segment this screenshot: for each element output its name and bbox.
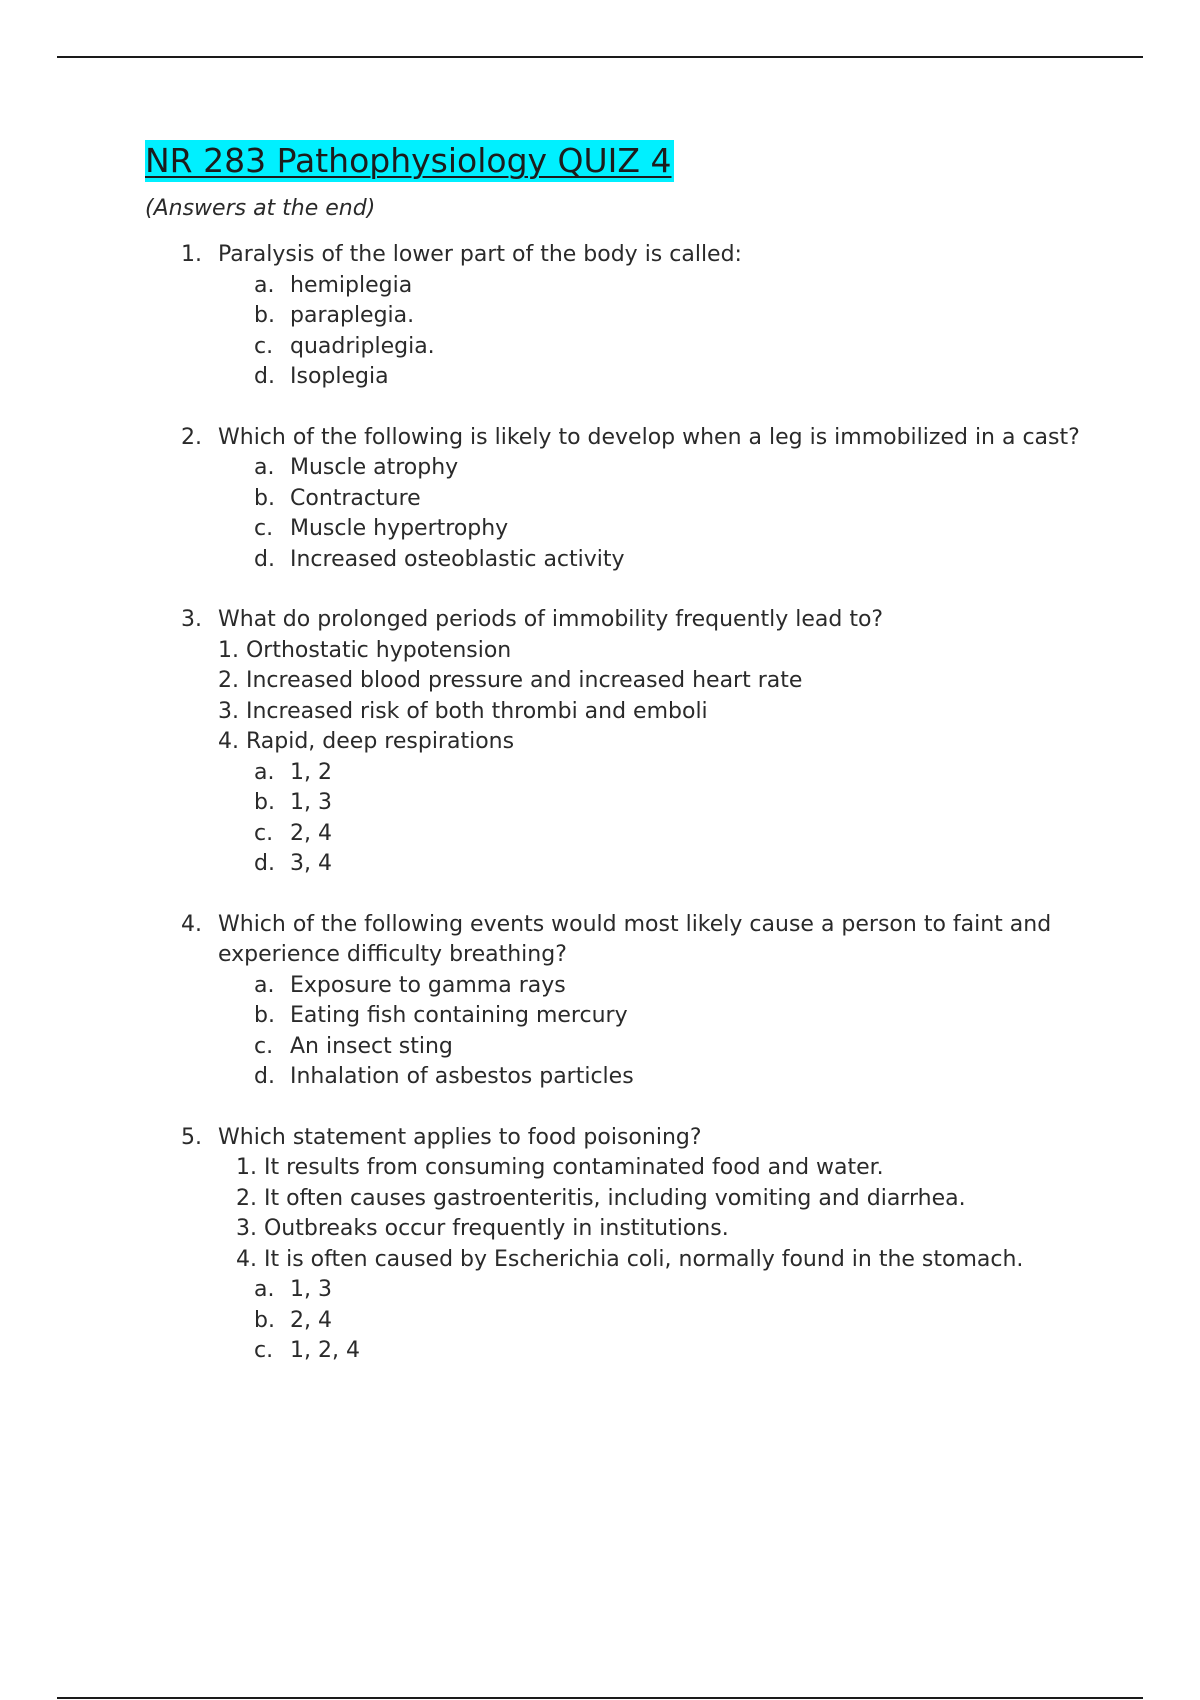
answer-option bbox=[254, 1275, 1085, 1306]
answer-option bbox=[254, 788, 1085, 819]
statement: 3. Increased risk of both thrombi and emboli bbox=[218, 698, 708, 724]
question-text: Which of the following events would most likely cause a person to faint and experience difficulty breathing? bbox=[218, 911, 1052, 967]
header-rule bbox=[57, 56, 1143, 58]
question-text: Paralysis of the lower part of the body is called: bbox=[218, 242, 742, 267]
question-3 bbox=[145, 605, 1085, 880]
option-letter: d. bbox=[254, 1064, 275, 1089]
answer-options bbox=[254, 971, 1085, 1093]
subtitle: (Answers at the end) bbox=[145, 196, 376, 221]
document-body bbox=[145, 140, 1085, 1367]
option-letter: c. bbox=[254, 1338, 274, 1363]
answer-option bbox=[254, 362, 1085, 393]
option-text: paraplegia. bbox=[290, 303, 415, 328]
footer-rule bbox=[57, 1697, 1143, 1699]
option-letter: a. bbox=[254, 455, 275, 480]
question-text: Which statement applies to food poisoning? bbox=[218, 1124, 702, 1150]
answer-options bbox=[254, 758, 1085, 880]
option-text: quadriplegia. bbox=[290, 333, 435, 359]
statement: 2. Increased blood pressure and increased heart rate bbox=[218, 668, 803, 693]
option-text: Inhalation of asbestos particles bbox=[290, 1064, 634, 1089]
question-number: 1. bbox=[181, 242, 202, 267]
answer-options bbox=[254, 271, 1085, 393]
answer-option bbox=[254, 484, 1085, 515]
option-text: Isoplegia bbox=[290, 364, 389, 389]
answer-option bbox=[254, 332, 1085, 363]
option-letter: b. bbox=[254, 790, 275, 815]
statement: 1. Orthostatic hypotension bbox=[218, 637, 512, 663]
option-text: 1, 3 bbox=[290, 1277, 332, 1302]
question-number: 4. bbox=[181, 911, 202, 937]
answer-option bbox=[254, 271, 1085, 302]
option-letter: b. bbox=[254, 1003, 275, 1028]
question-number: 3. bbox=[181, 607, 202, 632]
option-text: Increased osteoblastic activity bbox=[290, 546, 625, 572]
question-5 bbox=[145, 1123, 1085, 1367]
page-title: NR 283 Pathophysiology QUIZ 4 bbox=[145, 141, 672, 180]
answer-option bbox=[254, 1032, 1085, 1063]
option-text: 1, 2 bbox=[290, 759, 332, 785]
option-letter: c. bbox=[254, 516, 274, 541]
option-text: 3, 4 bbox=[290, 851, 332, 876]
statement: 1. It results from consuming contaminated food and water. bbox=[236, 1155, 884, 1180]
statement: 2. It often causes gastroenteritis, including vomiting and diarrhea. bbox=[236, 1185, 966, 1211]
answer-option bbox=[254, 301, 1085, 332]
answer-option bbox=[254, 1336, 1085, 1367]
option-text: 2, 4 bbox=[290, 1307, 332, 1333]
option-letter: d. bbox=[254, 546, 275, 572]
option-text: Contracture bbox=[290, 485, 421, 511]
option-text: Exposure to gamma rays bbox=[290, 972, 566, 998]
option-text: Eating fish containing mercury bbox=[290, 1003, 628, 1028]
answer-options bbox=[254, 453, 1085, 575]
option-letter: a. bbox=[254, 759, 275, 785]
statement: 3. Outbreaks occur frequently in institutions. bbox=[236, 1216, 729, 1241]
option-letter: b. bbox=[254, 1307, 275, 1333]
answer-option bbox=[254, 1001, 1085, 1032]
option-text: 2, 4 bbox=[290, 820, 332, 846]
statement-list bbox=[218, 636, 1085, 758]
answer-options bbox=[254, 1275, 1085, 1367]
option-letter: d. bbox=[254, 364, 275, 389]
option-letter: a. bbox=[254, 1277, 275, 1302]
statement-list bbox=[236, 1153, 1086, 1275]
answer-option bbox=[254, 819, 1085, 850]
statement: 4. Rapid, deep respirations bbox=[218, 729, 515, 754]
question-text: What do prolonged periods of immobility frequently lead to? bbox=[218, 607, 884, 632]
option-letter: b. bbox=[254, 303, 275, 328]
option-letter: d. bbox=[254, 851, 275, 876]
statement: 4. It is often caused by Escherichia coli, normally found in the stomach. bbox=[236, 1246, 1024, 1272]
question-text: Which of the following is likely to develop when a leg is immobilized in a cast? bbox=[218, 424, 1080, 450]
option-letter: a. bbox=[254, 972, 275, 998]
answer-option bbox=[254, 545, 1085, 576]
answer-option bbox=[254, 1306, 1085, 1337]
option-text: 1, 3 bbox=[290, 790, 332, 815]
option-text: An insect sting bbox=[290, 1033, 453, 1059]
option-text: Muscle hypertrophy bbox=[290, 516, 509, 541]
option-letter: c. bbox=[254, 1033, 274, 1059]
option-text: 1, 2, 4 bbox=[290, 1338, 360, 1363]
answer-option bbox=[254, 453, 1085, 484]
option-letter: a. bbox=[254, 272, 275, 298]
answer-option bbox=[254, 758, 1085, 789]
answer-option bbox=[254, 849, 1085, 880]
option-text: hemiplegia bbox=[290, 272, 413, 298]
question-2 bbox=[145, 423, 1085, 576]
option-letter: b. bbox=[254, 485, 275, 511]
answer-option bbox=[254, 1062, 1085, 1093]
question-1 bbox=[145, 240, 1085, 393]
question-number: 5. bbox=[181, 1124, 202, 1150]
option-letter: c. bbox=[254, 820, 274, 846]
option-text: Muscle atrophy bbox=[290, 455, 459, 480]
question-number: 2. bbox=[181, 424, 202, 450]
option-letter: c. bbox=[254, 333, 274, 359]
answer-option bbox=[254, 514, 1085, 545]
answer-option bbox=[254, 971, 1085, 1002]
question-4 bbox=[145, 910, 1085, 1093]
